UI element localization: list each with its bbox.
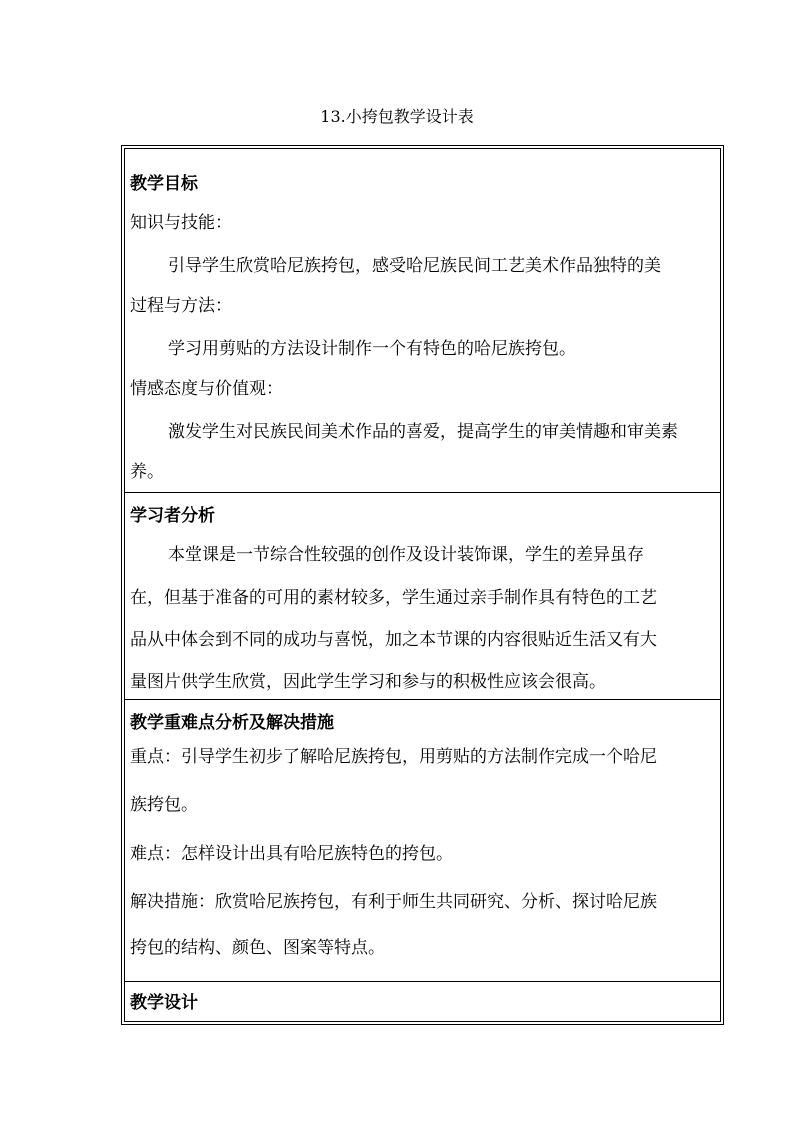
section-learner-analysis <box>125 492 720 700</box>
focus-text-cont: 族挎包。 <box>130 795 198 815</box>
emotion-attitude-text: 激发学生对民族民间美术作品的喜爱，提高学生的审美情趣和审美素 <box>168 422 678 442</box>
knowledge-skills-label: 知识与技能： <box>130 213 232 233</box>
section-heading: 学习者分析 <box>130 506 215 526</box>
section-key-points <box>125 699 720 982</box>
learner-analysis-text: 本堂课是一节综合性较强的创作及设计装饰课，学生的差异虽存 <box>168 545 644 565</box>
knowledge-skills-text: 引导学生欣赏哈尼族挎包，感受哈尼族民间工艺美术作品独特的美 <box>168 256 661 276</box>
emotion-attitude-label: 情感态度与价值观： <box>130 379 283 399</box>
solution-text-cont: 挎包的结构、颜色、图案等特点。 <box>130 938 385 958</box>
learner-analysis-text: 品从中体会到不同的成功与喜悦，加之本节课的内容很贴近生活又有大 <box>130 630 657 650</box>
solution-text: 解决措施：欣赏哈尼族挎包，有利于师生共同研究、分析、探讨哈尼族 <box>130 892 657 912</box>
section-heading: 教学目标 <box>130 174 198 194</box>
learner-analysis-text: 量图片供学生欣赏，因此学生学习和参与的积极性应该会很高。 <box>130 672 606 692</box>
process-methods-text: 学习用剪贴的方法设计制作一个有特色的哈尼族挎包。 <box>168 339 576 359</box>
section-teaching-design <box>125 981 720 1022</box>
section-heading: 教学设计 <box>130 993 198 1013</box>
difficulty-text: 难点：怎样设计出具有哈尼族特色的挎包。 <box>130 844 453 864</box>
learner-analysis-text: 在，但基于准备的可用的素材较多，学生通过亲手制作具有特色的工艺 <box>130 588 657 608</box>
process-methods-label: 过程与方法： <box>130 296 232 316</box>
lesson-design-table <box>121 145 724 1025</box>
focus-text: 重点：引导学生初步了解哈尼族挎包，用剪贴的方法制作完成一个哈尼 <box>130 747 657 767</box>
emotion-attitude-text-cont: 养。 <box>130 462 164 482</box>
document-title: 13.小挎包教学设计表 <box>320 107 474 126</box>
section-heading: 教学重难点分析及解决措施 <box>130 713 334 733</box>
section-teaching-objectives <box>125 149 720 492</box>
